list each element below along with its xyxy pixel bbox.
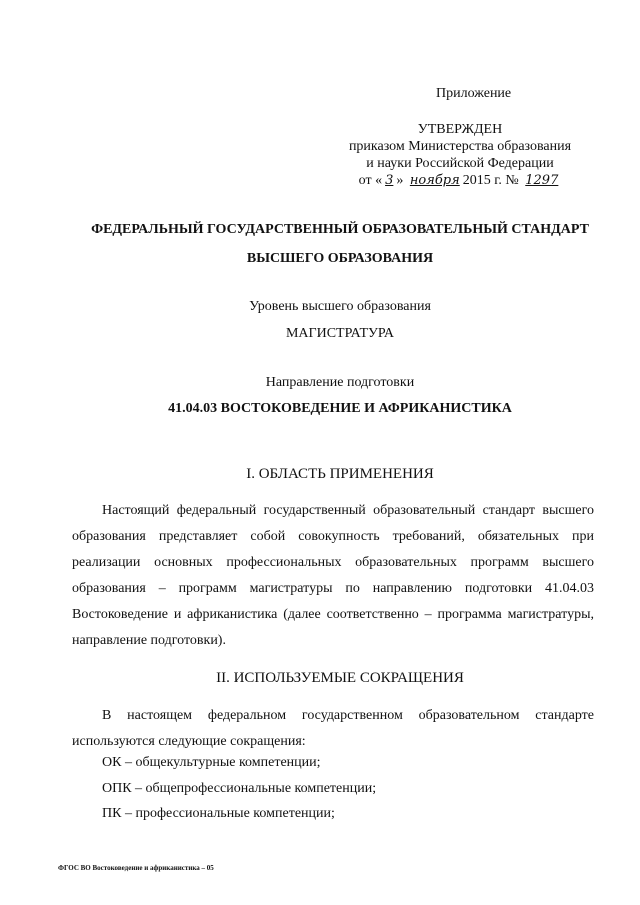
order-line-2: и науки Российской Федерации	[366, 156, 554, 171]
document-title-line-1: ФЕДЕРАЛЬНЫЙ ГОСУДАРСТВЕННЫЙ ОБРАЗОВАТЕЛЬНЫЙ СТАНДАРТ	[91, 222, 589, 237]
training-direction-value: 41.04.03 ВОСТОКОВЕДЕНИЕ И АФРИКАНИСТИКА	[168, 401, 512, 416]
education-level-value: МАГИСТРАТУРА	[285, 326, 395, 341]
date-year: 2015 г. №	[462, 173, 519, 188]
date-mid: »	[396, 173, 404, 188]
order-line-1: приказом Министерства образования	[348, 139, 572, 154]
abbreviation-item: ОК – общекультурные компетенции;	[102, 755, 321, 770]
date-prefix: от «	[358, 173, 383, 188]
approval-block	[330, 121, 590, 189]
order-date-line	[330, 172, 590, 189]
date-month: ноября	[409, 173, 460, 188]
section-1-heading: I. ОБЛАСТЬ ПРИМЕНЕНИЯ	[246, 466, 434, 482]
training-direction-label: Направление подготовки	[265, 375, 415, 390]
appendix-label: Приложение	[436, 86, 512, 101]
section-1-paragraph: Настоящий федеральный государственный образовательный стандарт высшего образования представляет собой совокупность требований, обязательных при реализации основных профессиональных образовательных программ высшего образования – программ магистратуры по направлению подготовки 41.04.03 Востоковедение и африканистика (далее соответственно – программа магистратуры, направление подготовки).	[72, 503, 594, 648]
section-2-paragraph: В настоящем федеральном государственном образовательном стандарте используются следующие сокращения:	[72, 708, 594, 749]
document-title-line-2: ВЫСШЕГО ОБРАЗОВАНИЯ	[246, 251, 434, 266]
abbreviation-item: ОПК – общепрофессиональные компетенции;	[102, 781, 377, 796]
section-2-heading: II. ИСПОЛЬЗУЕМЫЕ СОКРАЩЕНИЯ	[216, 670, 464, 686]
education-level-label: Уровень высшего образования	[249, 299, 431, 314]
page-footer: ФГОС ВО Востоковедение и африканистика – 05	[58, 864, 214, 872]
abbreviation-item: ПК – профессиональные компетенции;	[102, 806, 335, 821]
approved-label: УТВЕРЖДЕН	[417, 122, 503, 137]
date-day: 3	[385, 173, 394, 188]
order-number: 1297	[525, 173, 559, 188]
